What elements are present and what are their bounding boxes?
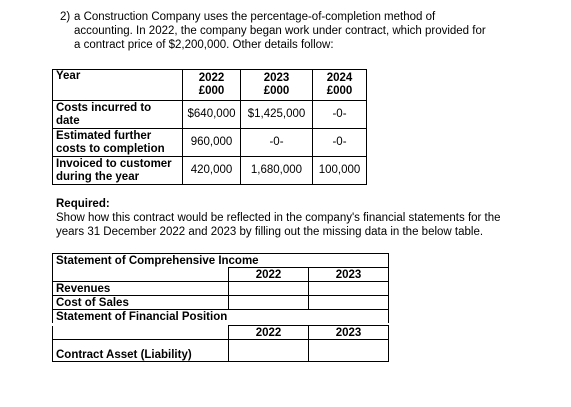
financial-position-table [52,325,389,362]
cell-value: $640,000 [183,101,241,129]
year-col-2023: 2023 [309,326,389,340]
contract-details-table [52,69,367,185]
year-col-2022: 2022 [229,326,309,340]
question-number: 2) [60,11,71,23]
unit-label: £000 [326,85,353,97]
unit-label: £000 [263,85,290,97]
cell-value: 960,000 [183,129,241,157]
table-row [53,340,389,349]
table-row [53,129,367,157]
empty-cell [53,326,229,340]
table-header-row [53,70,367,101]
table-header-row [53,254,389,268]
revenues-2023-input[interactable] [309,282,389,296]
empty-cell [53,340,229,349]
comprehensive-income-title: Statement of Comprehensive Income [53,254,389,268]
table-row [53,101,367,129]
year-label: 2023 [263,72,290,84]
financial-position-title: Statement of Financial Position [53,310,389,324]
row-label [53,101,183,129]
required-title: Required: [56,198,110,210]
row-label-line: Estimated further [56,129,152,142]
required-line-1: Show how this contract would be reflected in the company's financial statements for the [56,212,501,224]
table-row [53,296,389,310]
year-label: 2022 [198,72,225,84]
row-label-line: date [56,114,80,127]
table-header-row [53,310,389,324]
unit-label: £000 [198,85,225,97]
row-label-line: Invoiced to customer [56,157,172,170]
table-row [53,157,367,185]
question-block [60,10,560,52]
cell-value: 1,680,000 [241,157,313,185]
contract-asset-label: Contract Asset (Liability) [53,348,229,362]
year-col-2022: 2022 [229,268,309,282]
required-block [56,197,556,239]
cost-of-sales-2022-input[interactable] [229,296,309,310]
cell-value: -0- [313,101,367,129]
revenues-2022-input[interactable] [229,282,309,296]
question-line-1: a Construction Company uses the percentage-of-completion method of [74,11,436,23]
row-label-line: costs to completion [56,142,165,155]
contract-asset-2022-input[interactable] [229,340,309,362]
cell-value: -0- [241,129,313,157]
table-header-row [53,326,389,340]
cell-value: 420,000 [183,157,241,185]
contract-asset-2023-input[interactable] [309,340,389,362]
cost-of-sales-label: Cost of Sales [53,296,229,310]
year-label: 2024 [326,72,353,84]
row-label [53,157,183,185]
cell-value: $1,425,000 [241,101,313,129]
question-line-3: a contract price of $2,200,000. Other details follow: [74,39,334,51]
row-label-line: Costs incurred to [56,101,152,114]
year-col-2022 [183,70,241,101]
cost-of-sales-2023-input[interactable] [309,296,389,310]
year-header: Year [53,70,183,101]
year-col-2023: 2023 [309,268,389,282]
year-col-2023 [241,70,313,101]
table-row [53,282,389,296]
comprehensive-income-table [52,253,389,323]
required-line-2: years 31 December 2022 and 2023 by filling out the missing data in the below table. [56,226,484,238]
cell-value: -0- [313,129,367,157]
row-label-line: during the year [56,170,140,183]
year-col-2024 [313,70,367,101]
revenues-label: Revenues [53,282,229,296]
row-label [53,129,183,157]
empty-cell [53,268,229,282]
question-line-2: accounting. In 2022, the company began work under contract, which provided for [74,25,486,37]
table-header-row [53,268,389,282]
cell-value: 100,000 [313,157,367,185]
